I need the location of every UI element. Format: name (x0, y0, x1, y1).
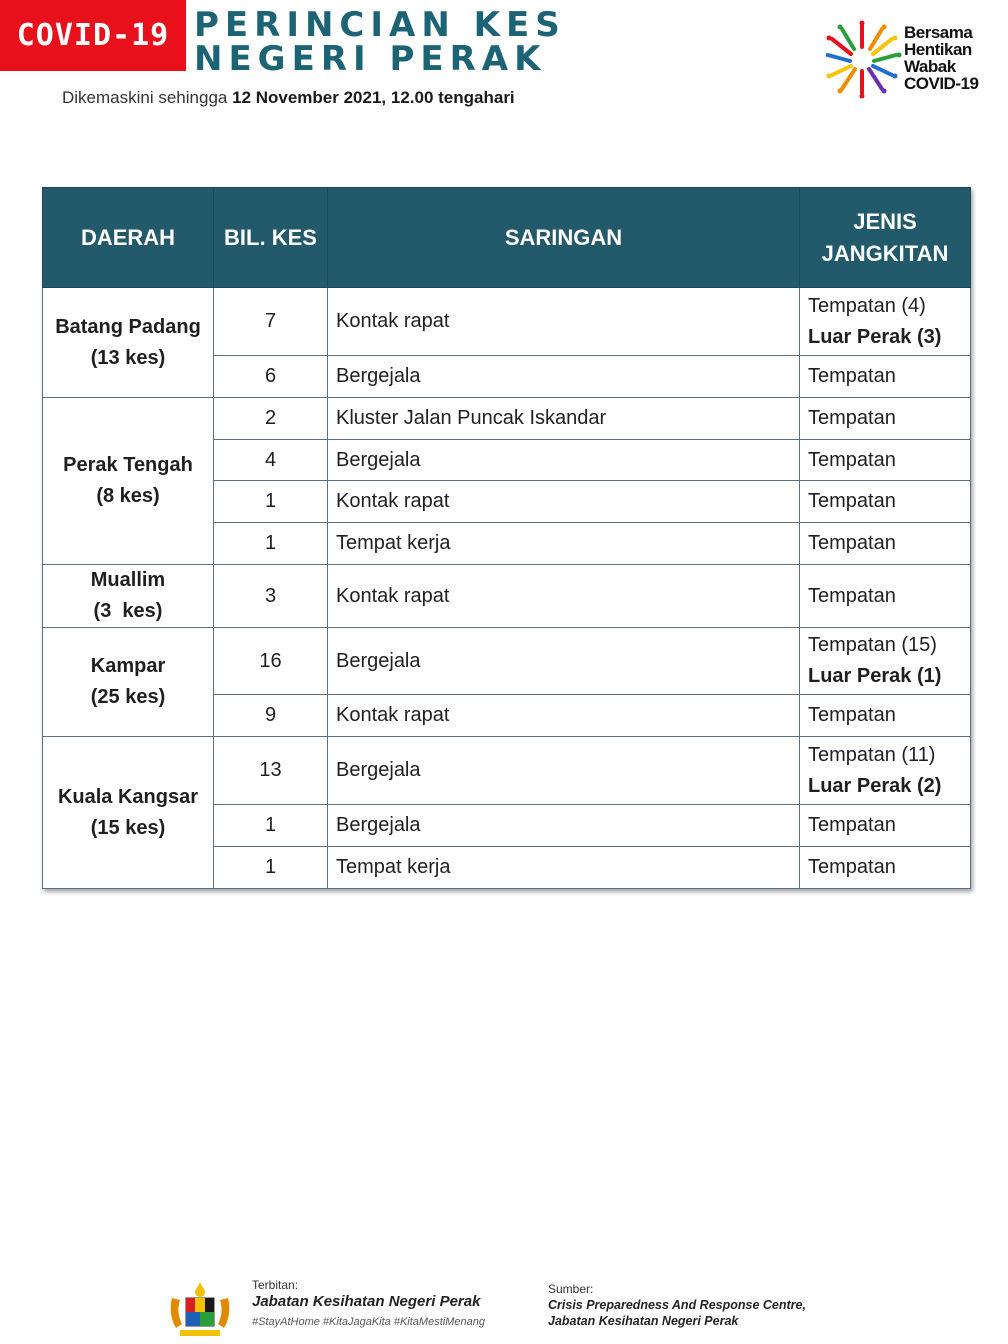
district-total: (15 kes) (90, 816, 166, 839)
screening-type: Kluster Jalan Puncak Iskandar (328, 398, 800, 440)
district-cell (43, 288, 214, 398)
header-saringan: SARINGAN (328, 188, 800, 288)
case-count: 2 (214, 398, 328, 440)
district-cell (43, 737, 214, 889)
district-name: Muallim (90, 569, 166, 591)
screening-type: Tempat kerja (328, 847, 800, 889)
footer (0, 1276, 1008, 1344)
logo-text-line: COVID-19 (904, 74, 979, 93)
infection-type (800, 288, 971, 356)
updated-prefix: Dikemaskini sehingga (62, 88, 228, 107)
district-total: (8 kes) (96, 485, 160, 507)
infection-type: Tempatan (800, 356, 971, 398)
table-row (43, 737, 971, 805)
header-jenis-line2: JANGKITAN (821, 240, 949, 266)
page-title-line1: PERINCIAN KES (194, 5, 566, 45)
district-name: Perak Tengah (63, 454, 193, 476)
district-total: (13 kes) (90, 346, 166, 369)
infection-type: Tempatan (800, 481, 971, 523)
covid-badge (0, 0, 186, 71)
case-table (42, 187, 971, 889)
footer-source-line2: Jabatan Kesihatan Negeri Perak (548, 1314, 739, 1328)
district-cell (43, 628, 214, 737)
table-row (43, 628, 971, 695)
logo-text-line: Hentikan (904, 40, 972, 59)
screening-type: Bergejala (328, 737, 800, 805)
district-total: (25 kes) (90, 686, 166, 708)
infection-type: Tempatan (800, 565, 971, 628)
case-count: 1 (214, 481, 328, 523)
table-row (43, 398, 971, 440)
table-header-row (43, 188, 971, 288)
district-cell (43, 565, 214, 628)
case-count: 13 (214, 737, 328, 805)
district-name: Kampar (90, 655, 166, 677)
case-count: 1 (214, 523, 328, 565)
footer-source-line1: Crisis Preparedness And Response Centre, (548, 1298, 806, 1312)
page-title (194, 5, 566, 79)
case-count: 1 (214, 847, 328, 889)
covid-badge-label: COVID-19 (16, 18, 170, 53)
updated-timestamp (62, 88, 515, 108)
case-count: 9 (214, 695, 328, 737)
logo-text-line: Wabak (904, 57, 956, 76)
updated-date: 12 November 2021, 12.00 tengahari (232, 88, 515, 107)
screening-type: Kontak rapat (328, 695, 800, 737)
screening-type: Bergejala (328, 356, 800, 398)
screening-type: Bergejala (328, 805, 800, 847)
starburst-logo-icon (826, 18, 902, 100)
case-count: 7 (214, 288, 328, 356)
bersama-logo (826, 18, 996, 100)
page-title-line2: NEGERI PERAK (194, 39, 547, 79)
screening-type: Bergejala (328, 440, 800, 481)
infection-outside: Luar Perak (1) (808, 665, 942, 687)
table-row (43, 288, 971, 356)
screening-type: Kontak rapat (328, 481, 800, 523)
infection-local: Tempatan (4) (808, 294, 926, 317)
district-cell (43, 398, 214, 565)
infection-type: Tempatan (800, 398, 971, 440)
infection-type (800, 628, 971, 695)
header-jenis-line1: JENIS (853, 208, 917, 234)
coat-of-arms-icon (162, 1280, 238, 1340)
infection-local: Tempatan (11) (808, 743, 936, 766)
logo-text (904, 24, 978, 92)
infection-type (800, 737, 971, 805)
logo-text-line: Bersama (904, 23, 973, 42)
screening-type: Kontak rapat (328, 565, 800, 628)
footer-publisher: Jabatan Kesihatan Negeri Perak (252, 1293, 481, 1310)
header-jenis-jangkitan (800, 188, 971, 288)
infection-outside: Luar Perak (3) (808, 325, 942, 348)
infection-local: Tempatan (15) (808, 634, 937, 656)
case-count: 1 (214, 805, 328, 847)
case-count: 3 (214, 565, 328, 628)
footer-terbitan-label: Terbitan: (252, 1278, 299, 1292)
screening-type: Kontak rapat (328, 288, 800, 356)
screening-type: Tempat kerja (328, 523, 800, 565)
infection-outside: Luar Perak (2) (808, 774, 942, 797)
case-count: 4 (214, 440, 328, 481)
footer-sumber-label: Sumber: (548, 1282, 594, 1296)
district-name: Batang Padang (55, 315, 201, 338)
district-name: Kuala Kangsar (57, 785, 199, 808)
footer-hashtags: #StayAtHome #KitaJagaKita #KitaMestiMenang (252, 1316, 485, 1328)
district-total: (3 kes) (93, 600, 163, 622)
infection-type: Tempatan (800, 805, 971, 847)
case-count: 6 (214, 356, 328, 398)
header-bil-kes: BIL. KES (214, 188, 328, 288)
infection-type: Tempatan (800, 695, 971, 737)
table-row (43, 565, 971, 628)
case-count: 16 (214, 628, 328, 695)
infection-type: Tempatan (800, 440, 971, 481)
header-daerah: DAERAH (43, 188, 214, 288)
screening-type: Bergejala (328, 628, 800, 695)
infection-type: Tempatan (800, 523, 971, 565)
infection-type: Tempatan (800, 847, 971, 889)
